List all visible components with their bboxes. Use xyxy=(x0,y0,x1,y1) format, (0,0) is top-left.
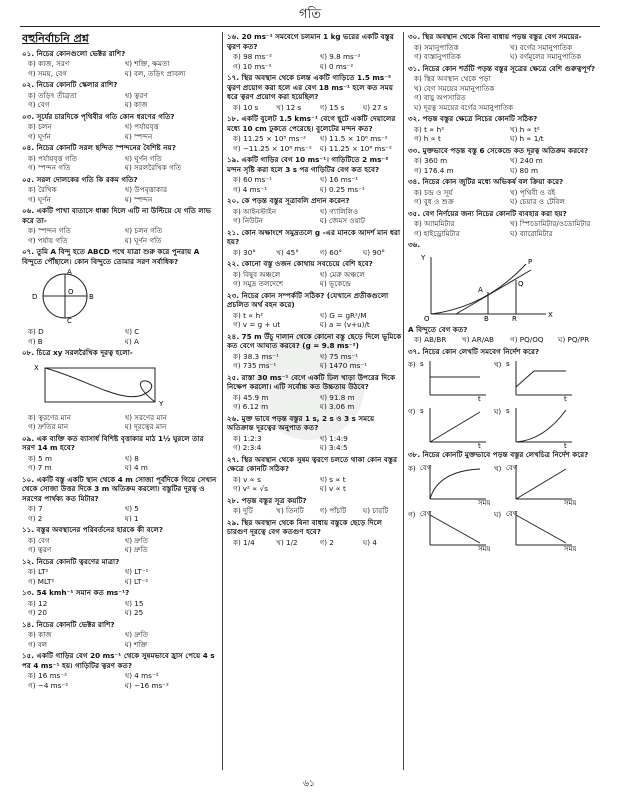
question-text: ২৫. রাস্তা 30 ms⁻¹ বেগে একটি ঢিল খাড়া উপরের দিকে নিক্ষেপ করলো। এটি সর্বোচ্চ কত উচ্চতায় উঠবে? xyxy=(227,372,396,391)
answer-option: খ) মেরু অঞ্চলে xyxy=(319,269,365,279)
question-text: ২০. কে পড়ন্ত বস্তুর সূত্রাবলি প্রদান করেন? xyxy=(227,196,350,205)
question-text: ১০. একটি বস্তু একটি স্থান থেকে 4 m সোজা পূর্বদিকে গিয়ে সেখান থেকে সোজা উত্তর দিকে 3 m অতিক্রম করলো। বস্তুটির দূরত্ব ও সরণের পার্থক্য কত মিটার? xyxy=(22,474,217,503)
question-text: ১৫. একটি গাড়ির বেগ 20 ms⁻¹ থেকে সুষমভাবে হ্রাস পেয়ে 4 s পর 4 ms⁻¹ হয়। গাড়িটির ত্বরণ কত? xyxy=(22,651,215,670)
question-text: ০১. নিচের কোনগুলো ভেক্টর রাশি? xyxy=(22,48,126,58)
question-text: ৩০. স্থির অবস্থান থেকে বিনা বাধায় পড়ন্ত বস্তুর বেগ সময়ের- xyxy=(408,32,582,41)
answer-options xyxy=(28,599,217,618)
answer-option: ক) 11.25 × 10⁵ ms⁻² xyxy=(233,134,307,143)
answer-option: খ) তিনটি xyxy=(276,506,304,515)
answer-option: ঘ) স্পন্দন xyxy=(124,194,153,204)
answer-option: খ) C xyxy=(124,327,140,337)
answer-option: খ) ত্বরণ xyxy=(124,90,148,100)
answer-options xyxy=(28,454,217,473)
answer-option: খ) s ∝ t xyxy=(319,474,346,484)
answer-option: গ) 735 ms⁻¹ xyxy=(233,361,277,370)
answer-option: খ) AR/AB xyxy=(462,335,494,344)
answer-option: গ) পর্যায় গতি xyxy=(28,235,68,245)
question-text: A বিন্দুতে বেগ কত? xyxy=(408,324,468,334)
graph-line xyxy=(516,515,566,543)
answer-option: খ) সরণের মান xyxy=(124,412,167,422)
answer-option: ক) v ∝ s xyxy=(233,474,261,484)
y-axis-label: বেগ xyxy=(420,510,432,518)
question-text: ৩৪. নিচের কোন জুটির মধ্যে অভিকর্ষ বল ক্রিয়া করে? xyxy=(408,177,564,186)
x-axis-label: t xyxy=(478,395,481,401)
answer-option: গ) বুধ ও শুক্র xyxy=(414,197,454,206)
answer-option: খ) 75 ms⁻¹ xyxy=(319,351,359,361)
graph-option xyxy=(408,507,490,554)
answer-option: ক) কাজ, সরণ xyxy=(28,59,70,69)
y-axis-label: বেগ xyxy=(420,463,432,472)
point-label: C xyxy=(67,317,72,325)
answer-option: খ) 8 xyxy=(124,453,139,463)
graph-option xyxy=(408,357,490,404)
question-text: ১১. বস্তুর অবস্থানের পরিবর্তনের হারকে কী বলে? xyxy=(22,525,164,535)
answer-options xyxy=(28,122,217,141)
answer-option: ঘ) দূরত্ব সময়ের বর্গের সমানুপাতিক xyxy=(414,102,514,112)
answer-option: গ) সমুদ্র তলদেশে xyxy=(233,279,284,288)
answer-option: ক) 60 ms⁻¹ xyxy=(233,175,272,184)
answer-options xyxy=(233,103,402,113)
graph-line xyxy=(430,469,480,499)
answer-option: গ) 2 xyxy=(28,513,43,523)
question-text: ১২. নিচের কোনটি ত্বরণের মাত্রা? xyxy=(22,556,120,566)
question-text: ০২. নিচের কোনটি স্কেলার রাশি? xyxy=(22,80,118,90)
answer-option: ক) কাজ xyxy=(28,630,52,640)
y-axis-label: s xyxy=(506,360,510,368)
point-label: O xyxy=(68,288,74,297)
answer-option: খ) ঘূর্ণন গতি xyxy=(124,153,162,163)
answer-option: গ) MLT² xyxy=(28,576,55,586)
answer-options xyxy=(28,154,217,173)
answer-option: গ) 60° xyxy=(319,247,343,257)
answer-option: ঘ) চারটি xyxy=(362,506,389,515)
answer-option: ঘ) সরলরৈখিক গতি xyxy=(124,163,182,173)
answer-option: খ) স্পিডোমিটার/ওডোমিটার xyxy=(510,219,591,228)
graph-label: R xyxy=(512,314,517,322)
section-title: বহুনির্বাচনি প্রশ্ন xyxy=(22,32,89,45)
answer-option: ক) 45.9 m xyxy=(233,392,269,402)
answer-options xyxy=(233,538,402,548)
answer-option: গ) পাঁচটি xyxy=(319,506,347,515)
answer-option: ঘ) 4 xyxy=(362,537,377,547)
answer-options xyxy=(233,393,402,412)
question-text: ০৯. এক ব্যক্তি কত ব্যাসার্ধ বিশিষ্ট বৃত্তাকার মাঠ 1½ ঘুরলে তার সরণ 14 m হবে? xyxy=(22,433,204,453)
answer-options xyxy=(28,327,217,346)
answer-option: ঘ) 11.25 × 10⁶ ms⁻² xyxy=(319,143,392,153)
answer-option: ক) t ∝ h² xyxy=(414,124,445,134)
answer-option: ঘ) জেমস ওয়াট xyxy=(319,216,365,225)
answer-options xyxy=(233,248,402,258)
answer-options xyxy=(414,219,602,238)
point-label: X xyxy=(34,363,39,372)
answer-option: ক) দুটি xyxy=(233,506,253,515)
graph-line xyxy=(430,515,480,543)
mini-graph xyxy=(494,507,576,551)
answer-option: ক) আইনস্টাইন xyxy=(233,206,277,216)
answer-option: গ) v = g + ut xyxy=(233,320,281,329)
graph-option xyxy=(494,461,576,508)
graph-options-38 xyxy=(408,461,602,554)
answer-option: গ) 7 m xyxy=(28,463,52,473)
answer-option: খ) পর্যায়বৃত্ত xyxy=(124,122,159,132)
answer-option: খ) h ∝ t² xyxy=(510,124,540,134)
answer-option: ঘ) ভূকেন্দ্রে xyxy=(319,279,352,288)
answer-option: খ) বর্গের সমানুপাতিক xyxy=(510,42,573,52)
answer-options xyxy=(233,52,402,71)
graph-label: P xyxy=(528,257,533,266)
xy-path-figure xyxy=(30,360,180,410)
answer-option: গ) বেগ xyxy=(28,100,50,110)
answer-options xyxy=(28,536,217,555)
graph-label: B xyxy=(484,314,489,322)
answer-option: খ) 11.5 × 10⁶ ms⁻² xyxy=(319,134,388,143)
answer-option: খ) 91.8 m xyxy=(319,392,355,402)
question-text: ০৩. সূর্যের চারদিকে পৃথিবীর গতি কোন ধরণের গতি? xyxy=(22,111,175,121)
answer-option: খ) 9.8 ms⁻² xyxy=(319,52,361,61)
column-3 xyxy=(403,32,602,770)
option-label: খ) xyxy=(494,361,502,369)
answer-option: ক) 30° xyxy=(233,247,256,257)
answer-option: গ) B xyxy=(28,336,43,346)
graph-label: O xyxy=(424,314,430,322)
x-axis-label: সময় xyxy=(564,498,576,505)
answer-option: গ) v² ∝ √s xyxy=(233,484,268,493)
answer-option: ঘ) দ্রুতি xyxy=(124,545,148,555)
answer-option: ক) চলন xyxy=(28,122,52,132)
x-axis-label: t xyxy=(564,441,567,448)
answer-options xyxy=(233,134,402,153)
answer-option: গ) নিউটন xyxy=(233,216,263,225)
y-axis-label: বেগ xyxy=(506,510,518,518)
question-text: ০৬. একটি পাখা বাতাসে ধাক্কা দিলে এটি না উল্টিয়ে যে গতি লাভ করে তা- xyxy=(22,206,212,225)
answer-options xyxy=(414,43,602,62)
answer-option: ক) 5 m xyxy=(28,453,52,463)
answer-options xyxy=(233,311,402,330)
graph-label: X xyxy=(548,310,553,319)
question-text: ১৮. একটি বুলেট 1.5 kms⁻¹ বেগে ছুটে একটি দেয়ালের মধ্যে 10 cm ঢুকতে পেরেছে। বুলেটের মন্দন কত? xyxy=(227,114,396,133)
question-text: ৩৫. বেগ নির্ণয়ের জন্য নিচের কোনটি ব্যবহার করা হয়? xyxy=(408,208,567,218)
answer-option: গ) 20 xyxy=(28,608,47,618)
answer-option: ঘ) স্পন্দন xyxy=(124,131,153,141)
answer-option: ক) অ্যামমিটার xyxy=(414,219,455,228)
answer-options xyxy=(233,434,402,453)
answer-option: ঘ) 1470 ms⁻¹ xyxy=(319,361,368,370)
answer-option: ঘ) 27 s xyxy=(362,102,388,112)
graph-label: Y xyxy=(421,253,426,262)
answer-options xyxy=(233,270,402,289)
answer-options xyxy=(414,156,602,175)
answer-option: ক) 1:2:3 xyxy=(233,433,262,443)
question-text: ২৬. মুক্ত ভাবে পড়ন্ত বস্তুর 1 s, 2 s ও 3 s সময়ে অতিক্রান্ত দূরত্বের অনুপাত কত? xyxy=(227,413,375,432)
mini-graph xyxy=(408,404,490,448)
answer-option: গ) −4 ms⁻² xyxy=(28,680,69,690)
circle-path-figure xyxy=(30,268,100,324)
answer-option: ঘ) 25 xyxy=(124,608,144,618)
answer-option: খ) শক্তি, ক্ষমতা xyxy=(124,59,170,69)
answer-option: গ) 10 ms⁻² xyxy=(233,61,272,71)
answer-option: খ) 12 s xyxy=(276,102,302,112)
answer-option: ক) 98 ms⁻² xyxy=(233,52,272,61)
x-axis-label: সময় xyxy=(478,545,490,551)
x-axis-label: t xyxy=(564,395,567,401)
answer-option: খ) দ্রুতি xyxy=(124,630,149,640)
answer-option: গ) 176.4 m xyxy=(414,165,454,175)
question-text: ২৯. স্থির অবস্থান থেকে বিনা বাধায় বস্তুকে ছেড়ে দিলে চারগুণ দূরত্বে বেগ কতগুণ হবে? xyxy=(227,517,383,536)
answer-option: খ) LT⁻¹ xyxy=(124,567,149,577)
curved-path xyxy=(45,368,155,402)
graph-line xyxy=(516,371,566,387)
question-text: ০৮. চিত্রে xy সরলরৈখিক দূরত্ব হলো- xyxy=(22,348,133,358)
answer-option: গ) ব্যস্তানুপাতিক xyxy=(414,52,461,61)
graph-options-37 xyxy=(408,357,602,450)
answer-options xyxy=(28,226,217,245)
answer-option: ঘ) 3:4:5 xyxy=(319,443,348,452)
answer-option: ক) 7 xyxy=(28,504,43,514)
question-text: ৩৩. মুক্তভাবে পড়ন্ত বস্তু 6 সেকেন্ডে কত দূরত্ব অতিক্রম করবে? xyxy=(408,145,589,155)
answer-option: গ) বল xyxy=(28,639,48,649)
mini-graph xyxy=(494,404,576,448)
answer-option: ক) 1/4 xyxy=(233,537,255,547)
mini-graph xyxy=(408,357,490,401)
point-label: D xyxy=(32,293,38,302)
y-axis-label: s xyxy=(420,406,424,415)
tangent-line xyxy=(456,270,531,314)
answer-option: খ) গ্যালিলিও xyxy=(319,206,359,216)
answer-option: খ) বেগ সময়ের সমানুপাতিক xyxy=(414,83,495,93)
question-text: ১৯. একটি গাড়ির বেগ 10 ms⁻¹। গাড়িটিতে 2 ms⁻² মন্দন সৃষ্টি করা হলে 3 s পর গাড়িটির বেগ কত হবে? xyxy=(227,155,389,174)
answer-option: গ) −11.25 × 10⁶ ms⁻² xyxy=(233,143,312,153)
question-text: ১৬. 20 ms⁻¹ সমবেগে চলমান 1 kg ভরের একটি বস্তুর ত্বরণ কত? xyxy=(227,32,394,51)
question-text: ৩৭. নিচের কোন লেখটি সমবেগ নির্দেশ করে? xyxy=(408,346,540,356)
question-text: ২৩. নিচের কোন সম্পর্কটি সঠিক? (যেখানে প্রতীকগুলো প্রচলিত অর্থ বহন করে) xyxy=(227,290,389,309)
answer-option: খ) 5 xyxy=(124,504,139,514)
answer-options xyxy=(233,352,402,371)
answer-option: ক) বিষুব অঞ্চলে xyxy=(233,269,281,279)
answer-option: ঘ) 3.06 m xyxy=(319,402,355,411)
answer-option: ঘ) ব্যারোমিটার xyxy=(510,228,553,238)
answer-option: ঘ) 1 xyxy=(124,513,139,523)
question-text: ২১. কোন অক্ষাংশে সমুদ্রতলে g -এর মানকে আদর্শ মান ধরা হয়? xyxy=(227,227,401,246)
answer-option: ঘ) দূরত্বের মান xyxy=(124,422,167,432)
answer-option: ঘ) 90° xyxy=(362,247,386,257)
question-text: ০৭. তুমি A বিন্দু হতে ABCD পথে যাত্রা শুরু করে পুনরায় A বিন্দুতে পৌঁছালে। কোন বিন্দুতে তোমার সরণ সর্বাধিক? xyxy=(22,247,200,266)
answer-option: ক) সমানুপাতিক xyxy=(414,42,459,52)
answer-options xyxy=(28,185,217,204)
answer-option: খ) উপবৃত্তাকার xyxy=(124,185,168,195)
answer-option: গ) 4 ms⁻¹ xyxy=(233,184,268,194)
question-text: ২২. কোনো বস্তু ওজন কোথায় সবচেয়ে বেশি হবে? xyxy=(227,259,373,268)
answer-option: ক) স্থির অবস্থান থেকে পড়া xyxy=(414,74,491,83)
answer-option: গ) 2 xyxy=(319,537,334,547)
answer-option: খ) চলন গতি xyxy=(124,226,163,236)
answer-option: ঘ) LT⁻² xyxy=(124,576,149,586)
answer-option: গ) h ∝ t xyxy=(414,134,441,143)
mini-graph xyxy=(408,507,490,551)
answer-option: গ) বায়ু অপসারিত xyxy=(414,93,466,102)
answer-options xyxy=(28,630,217,649)
answer-option: খ) G = gR²/M xyxy=(319,310,367,320)
answer-options xyxy=(28,567,217,586)
answer-option: খ) দ্রুতি xyxy=(124,535,149,545)
question-text: ১৭. স্থির অবস্থান থেকে চলন্ত একটি গাড়িতে 1.5 ms⁻² ত্বরণ প্রয়োগ করা হলে এর বেগ 18 ms⁻¹ হলে কত সময় ধরে ত্বরণ প্রয়োগ করা হয়েছিল? xyxy=(227,73,393,101)
graph-label: Q xyxy=(518,279,524,288)
answer-option: গ) ঘূর্ণন xyxy=(28,131,51,141)
y-axis-label: বেগ xyxy=(506,463,518,472)
question-text: ১৩. 54 kmh⁻¹ সমান কত ms⁻¹? xyxy=(22,588,130,598)
answer-options xyxy=(28,671,217,690)
option-label: ক) xyxy=(408,464,416,473)
question-text: ৩৬. xyxy=(408,240,421,249)
chapter-title: গতি xyxy=(299,7,321,22)
graph-option xyxy=(494,507,576,554)
graph-option xyxy=(408,404,490,451)
answer-options xyxy=(233,175,402,194)
mini-graph xyxy=(494,461,576,505)
y-axis-label: s xyxy=(506,406,510,415)
answer-option: খ) 45° xyxy=(276,247,299,257)
x-axis-label: সময় xyxy=(478,498,490,505)
answer-option: খ) 16 ms⁻¹ xyxy=(319,175,359,184)
graph-line xyxy=(516,410,566,442)
point-label: A xyxy=(67,268,72,277)
graph-line xyxy=(516,469,566,499)
page-number: ৬১ xyxy=(303,779,315,789)
answer-option: ঘ) শক্তি xyxy=(124,639,148,649)
answer-option: ঘ) 80 m xyxy=(510,165,538,175)
answer-options xyxy=(28,59,217,78)
answer-option: ঘ) A xyxy=(124,336,139,346)
answer-options xyxy=(233,506,402,516)
answer-option: গ) দ্রুতির মান xyxy=(28,422,69,432)
answer-option: গ) ত্বরণ xyxy=(28,545,52,555)
answer-option: ক) 16 ms⁻² xyxy=(28,671,67,681)
question-text: ২৭. স্থির অবস্থান থেকে সুষম ত্বরণে চলতে থাকা কোন বস্তুর ক্ষেত্রে কোনটি সঠিক? xyxy=(227,454,398,473)
answer-option: গ) PQ/OQ xyxy=(510,335,544,344)
answer-option: ঘ) 0 ms⁻² xyxy=(319,61,354,71)
question-list-2 xyxy=(227,32,402,547)
answer-option: ক) ত্বরণের মান xyxy=(28,412,72,422)
answer-option: ঘ) h ∝ 1/t xyxy=(510,134,544,143)
velocity-time-figure xyxy=(416,252,556,322)
graph-option xyxy=(494,357,576,404)
question-text: ৩১. নিচের কোন শর্তটি পড়ন্ত বস্তুর সূত্রের ক্ষেত্রে বেশি গুরুত্বপূর্ণ? xyxy=(408,63,596,73)
x-axis-label: সময় xyxy=(564,545,576,551)
answer-option: ক) তড়িৎ তীব্রতা xyxy=(28,90,77,100)
answer-option: ঘ) 0.25 ms⁻¹ xyxy=(319,184,365,194)
answer-options xyxy=(414,188,602,207)
option-label: গ) xyxy=(408,511,416,519)
answer-option: ঘ) বল, তড়িৎ প্রাবল্য xyxy=(124,68,186,78)
answer-option: গ) স্পন্দন গতি xyxy=(28,163,71,173)
answer-option: ঘ) PQ/PR xyxy=(558,335,590,344)
answer-option: ক) D xyxy=(28,327,44,337)
option-label: গ) xyxy=(408,407,416,416)
mini-graph xyxy=(408,461,490,505)
answer-option: ক) বেগ xyxy=(28,535,50,545)
answer-option: ক) 38.3 ms⁻¹ xyxy=(233,351,279,361)
answer-option: গ) 2:3:4 xyxy=(233,443,262,452)
answer-option: ঘ) বর্গমূলের সমানুপাতিক xyxy=(510,52,582,61)
x-axis-label: t xyxy=(478,441,481,448)
option-label: ক) xyxy=(408,361,416,369)
answer-options xyxy=(414,335,602,345)
answer-option: গ) 6.12 m xyxy=(233,402,269,411)
answer-option: খ) 4 ms⁻² xyxy=(124,671,159,681)
answer-option: খ) 1:4:9 xyxy=(319,433,348,443)
answer-option: ঘ) v ∝ t xyxy=(319,484,346,493)
mini-graph xyxy=(494,357,576,401)
answer-option: ক) 360 m xyxy=(414,156,448,165)
option-label: ঘ) xyxy=(494,407,502,416)
answer-option: ক) রৈখিক xyxy=(28,185,57,195)
graph-option xyxy=(494,404,576,451)
answer-option: ক) পর্যায়বৃত্ত গতি xyxy=(28,153,78,163)
answer-option: ক) 10 s xyxy=(233,102,259,112)
answer-option: খ) 240 m xyxy=(510,156,543,165)
question-text: ৩৮. নিচের কোনটি মুক্তভাবে পড়ন্ত বস্তুর লেখচিত্র নির্দেশ করে? xyxy=(408,450,589,459)
answer-options xyxy=(28,413,217,432)
answer-option: গ) সময়, বেগ xyxy=(28,68,67,78)
answer-option: ঘ) চেয়ার ও টেবিল xyxy=(510,197,565,206)
answer-options xyxy=(233,475,402,494)
question-text: ০৪. নিচের কোনটি সরল ছন্দিত স্পন্দনের বৈশিষ্ট নয়? xyxy=(22,143,176,153)
answer-option: ক) চন্দ্র ও সূর্য xyxy=(414,187,453,197)
answer-option: ক) স্পন্দন গতি xyxy=(28,226,71,236)
answer-options xyxy=(414,74,602,112)
answer-option: গ) 15 s xyxy=(319,102,345,112)
answer-option: খ) 15 xyxy=(124,598,144,608)
answer-option: ঘ) ঘূর্ণন গতি xyxy=(124,235,162,245)
question-text: ৩২. পড়ন্ত বস্তুর ক্ষেত্রে নিচের কোনটি সঠিক? xyxy=(408,114,538,123)
point-label: Y xyxy=(159,399,164,408)
answer-option: ঘ) কাজ xyxy=(124,100,148,110)
answer-option: ঘ) 4 m xyxy=(124,463,148,473)
answer-option: খ) পৃথিবী ও বই xyxy=(510,187,556,197)
answer-options xyxy=(28,91,217,110)
question-text: ২৮. পড়ন্ত বস্তুর সূত্র কয়টি? xyxy=(227,495,307,505)
column-1 xyxy=(22,32,217,770)
option-label: খ) xyxy=(494,464,502,473)
question-text: ০৫. সরল দোলকের গতি কি রকম গতি? xyxy=(22,174,138,184)
graph-option xyxy=(408,461,490,508)
answer-option: ক) t ∝ h² xyxy=(233,310,264,320)
graph-label: A xyxy=(478,285,483,294)
answer-option: ক) 12 xyxy=(28,598,48,608)
answer-option: খ) 1/2 xyxy=(276,537,298,547)
point-label: B xyxy=(89,293,94,302)
answer-options xyxy=(233,207,402,226)
answer-option: ক) LT² xyxy=(28,567,49,577)
answer-options xyxy=(28,504,217,523)
answer-option: ক) AB/BR xyxy=(414,335,447,344)
y-axis-label: s xyxy=(420,360,424,368)
answer-options xyxy=(414,125,602,144)
page-header xyxy=(20,4,600,27)
question-list-3 xyxy=(408,32,602,554)
answer-option: ঘ) −16 ms⁻² xyxy=(124,680,169,690)
question-list-1 xyxy=(22,49,217,691)
option-label: ঘ) xyxy=(494,511,502,519)
answer-option: গ) হাইড্রোমিটার xyxy=(414,228,460,238)
answer-option: ঘ) a = (v+u)/t xyxy=(319,320,370,329)
question-text: ১৪. নিচের কোনটি ভেক্টর রাশি? xyxy=(22,619,115,629)
answer-option: গ) ঘূর্ণন xyxy=(28,194,51,204)
column-2 xyxy=(222,32,402,770)
question-text: ২৪. 75 m উঁচু দালান থেকে কোনো বস্তু ছেড়ে দিলে ভূমিকে কত বেগে আঘাত করবে? (g = 9.8 ms⁻²) xyxy=(227,331,402,350)
graph-line xyxy=(430,412,480,442)
